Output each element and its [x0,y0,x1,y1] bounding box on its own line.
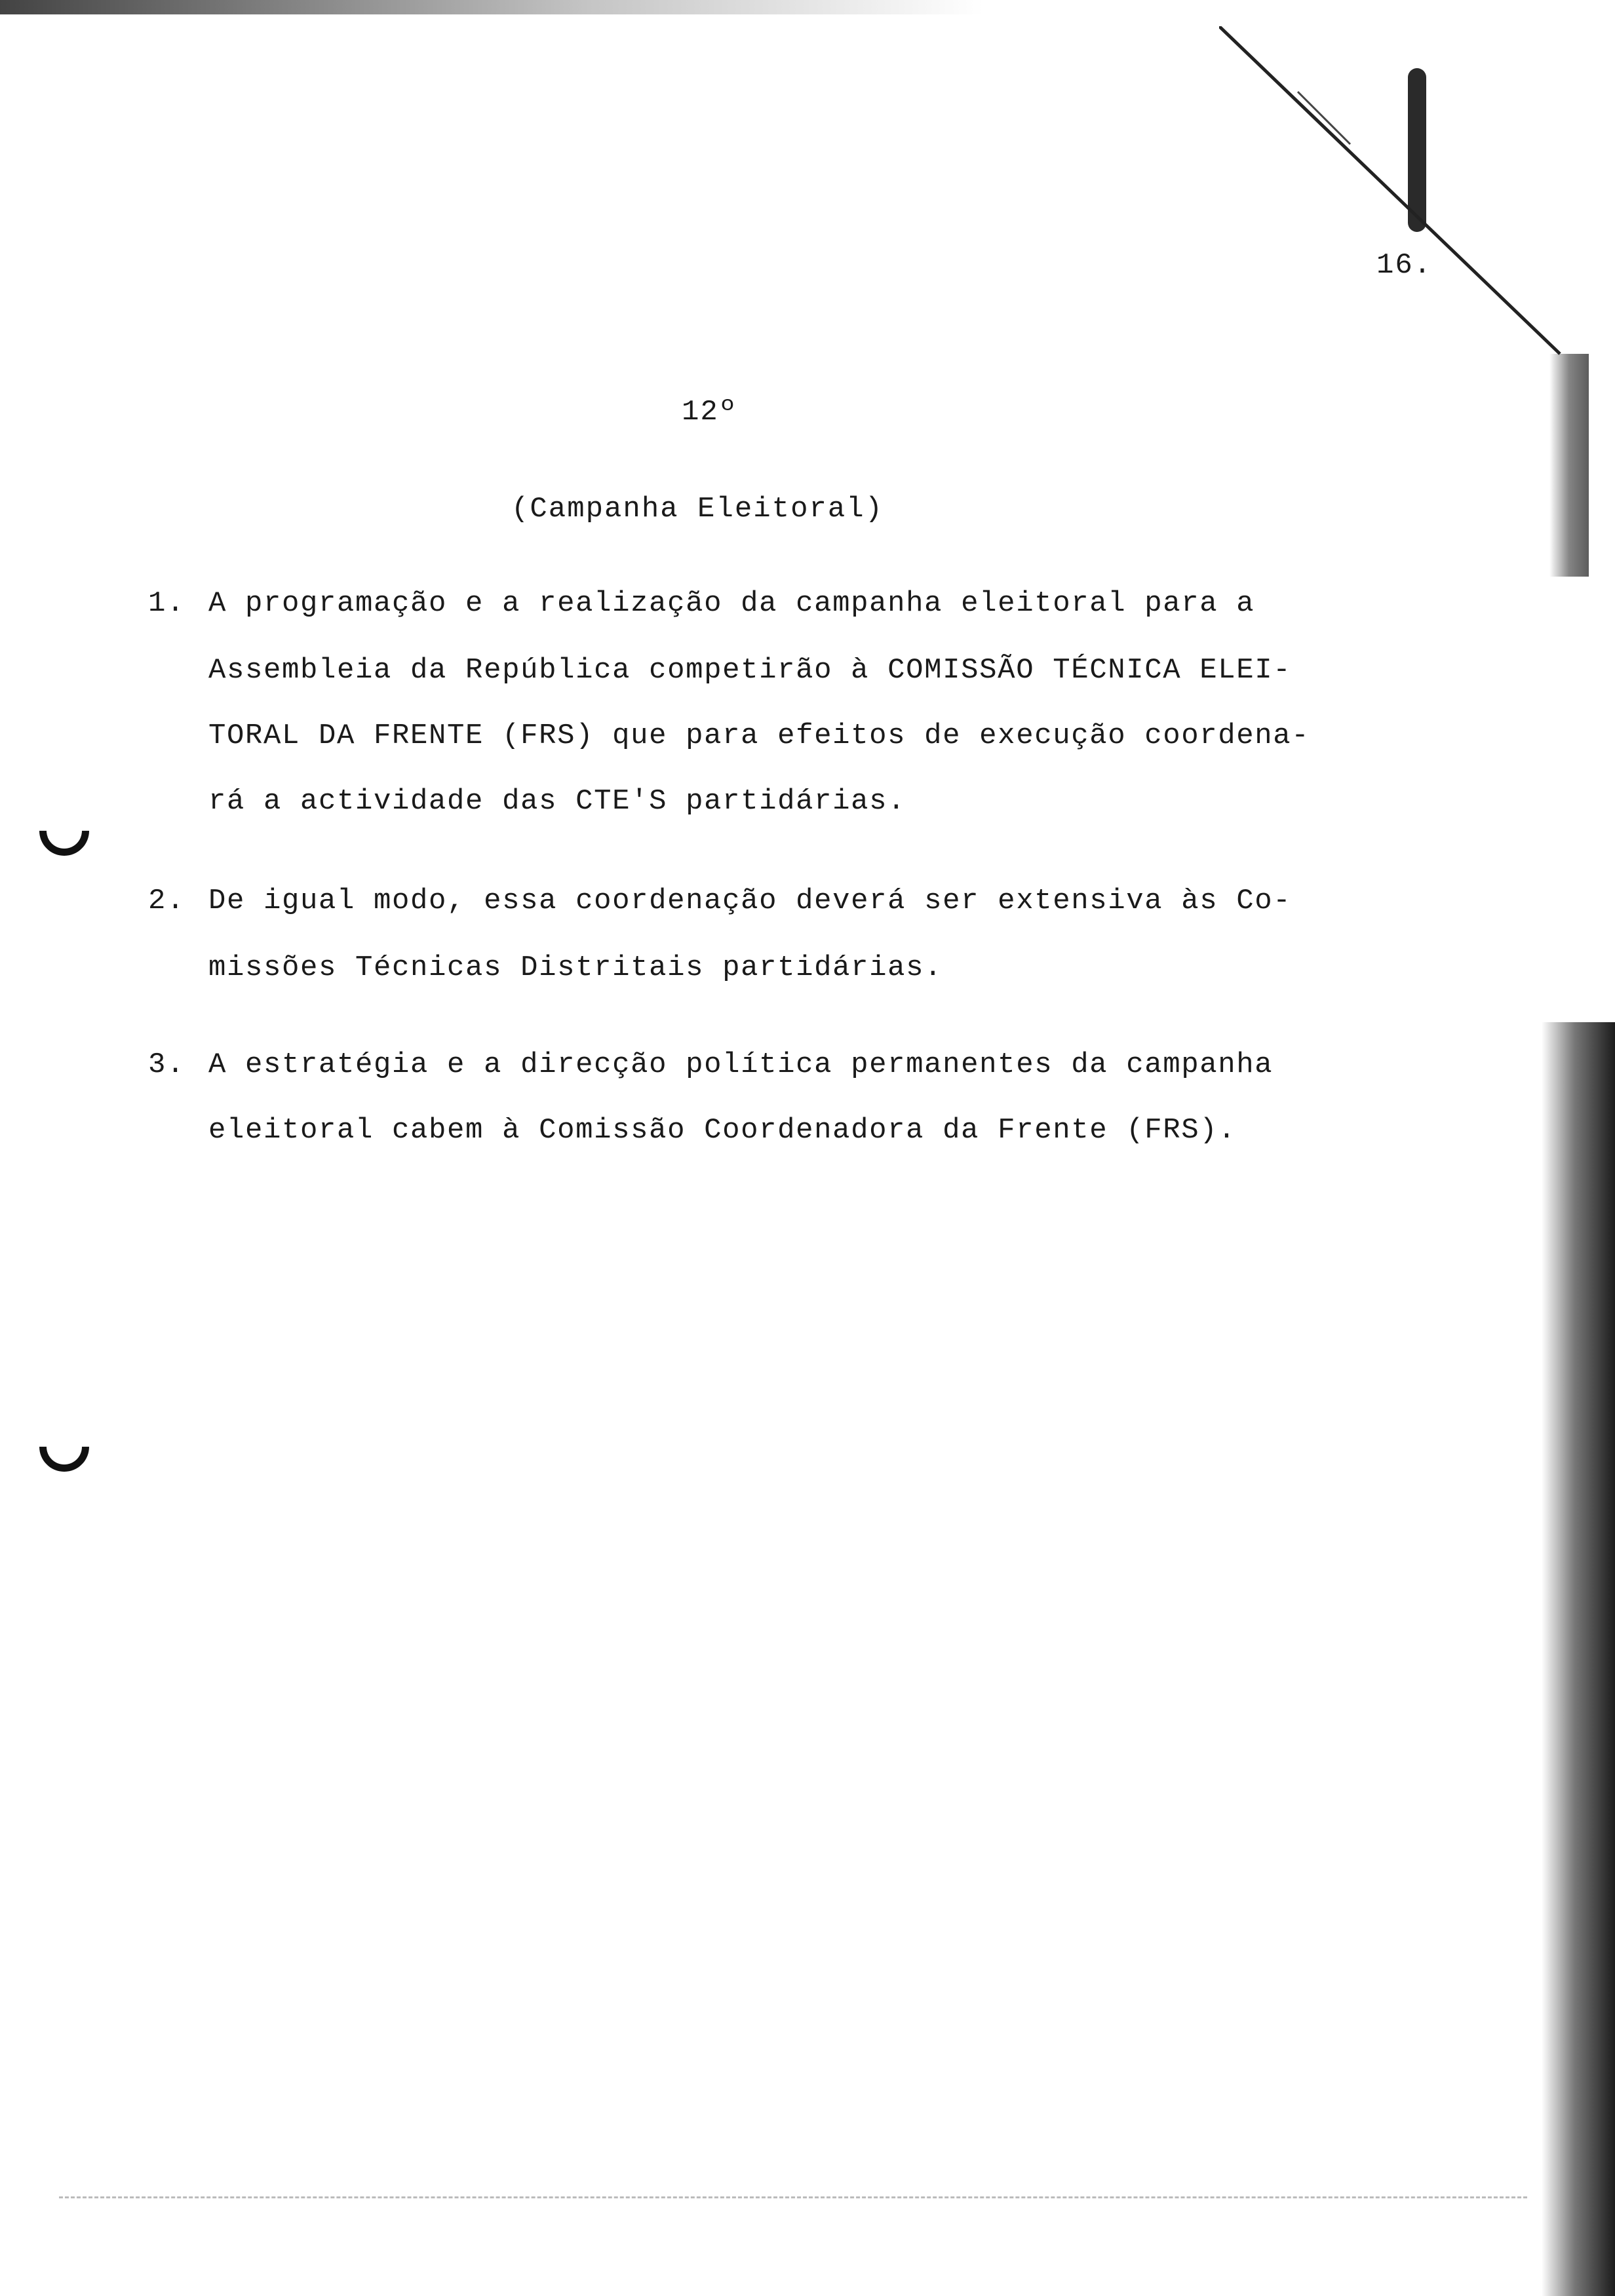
item-number: 3. [148,1048,185,1081]
scan-edge-top [0,0,983,14]
scan-edge-bottom [59,2196,1527,2198]
scan-edge-right-upper [1549,354,1589,577]
item-line: eleitoral cabem à Comissão Coordenadora da Frente (FRS). [208,1114,1237,1147]
scan-edge-right [1542,1022,1615,2296]
punch-hole-mark [29,795,99,866]
item-line: TORAL DA FRENTE (FRS) que para efeitos de execução coordena- [208,719,1310,752]
item-line: rá a actividade das CTE'S partidárias. [208,785,906,818]
section-heading: (Campanha Eleitoral) [511,493,884,526]
document-number: 12º [682,396,738,429]
item-number: 2. [148,885,185,917]
folded-corner-line [1219,26,1573,367]
item-line: De igual modo, essa coordenação deverá ser extensiva às Co- [208,885,1292,917]
punch-hole-mark [29,1411,99,1482]
item-number: 1. [148,587,185,620]
page-number: 16. [1376,249,1433,282]
item-line: missões Técnicas Distritais partidárias. [208,951,943,984]
item-line: A programação e a realização da campanha eleitoral para a [208,587,1255,620]
item-line: Assembleia da República competirão à COMISSÃO TÉCNICA ELEI- [208,654,1292,687]
item-line: A estratégia e a direcção política permanentes da campanha [208,1048,1274,1081]
